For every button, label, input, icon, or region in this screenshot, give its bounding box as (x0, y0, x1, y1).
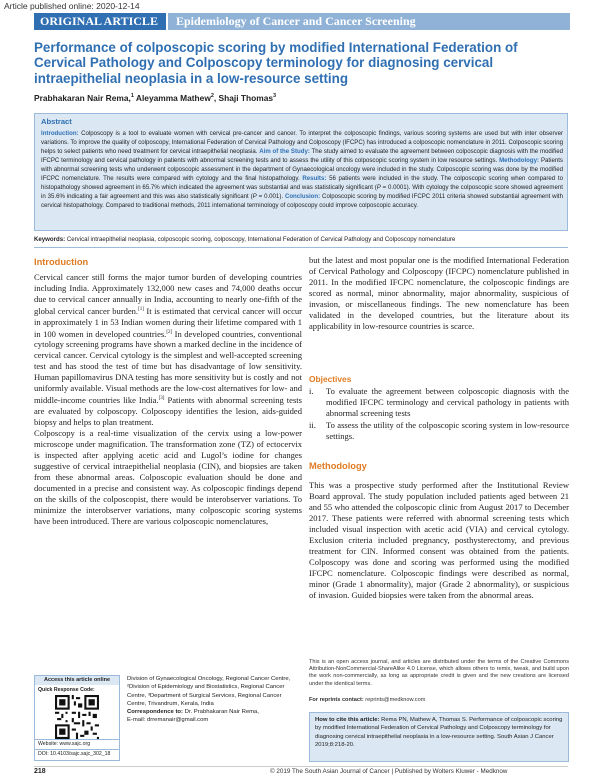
ref-2[interactable]: [2] (166, 329, 173, 335)
author-2-affil: 2 (210, 93, 214, 100)
how-to-cite-box (309, 712, 569, 762)
keywords-label: Keywords: (34, 236, 66, 243)
reprints-line (309, 697, 425, 703)
published-date: Article published online: 2020-12-14 (4, 1, 140, 11)
objective-item-1 (309, 386, 569, 420)
left-column (34, 272, 302, 526)
abstract-heading: Abstract (41, 117, 72, 126)
objective-2-number: ii. (309, 420, 316, 430)
abstract-aim-text: The study aimed to evaluate the agreement between colposcopic diagnosis with the modified IFCPC terminology and cervical pathology in patients with abnormal screening tests and to assess the utility of this colposcopic scoring system in low resource settings. (41, 148, 563, 165)
keywords (34, 236, 568, 248)
abstract-methodology-label: Methodology: (499, 157, 540, 165)
right-column-intro (309, 255, 569, 332)
author-2: Aleyamma Mathew (135, 93, 211, 103)
author-1: Prabhakaran Nair Rema, (34, 93, 131, 103)
website-link[interactable]: Website: www.sajc.org (38, 741, 91, 747)
article-title: Performance of colposcopic scoring by modified International Federation of Cervical Pathology and Colposcopy terminology for diagnosing cervical intraepithelial neoplasia in a low-resource setting (34, 40, 518, 86)
intro-paragraph-3: but the latest and most popular one is the modified International Federation of Cervical Pathology and Colposcopy (IFCPC) nomenclature published in 2011. In the modified IFCPC nomenclature, the colposcopic findings are scored as normal, minor abnormality, major abnormality, suspicious of invasion, or miscellaneous findings. The new nomenclature has been validated in the developed countries, but the literature about its applicability in low-resource countries is scarce. (309, 255, 569, 331)
article-type-label: ORIGINAL ARTICLE (34, 13, 166, 30)
author-list (34, 93, 276, 103)
access-online-box (34, 675, 120, 761)
intro-p1-part-b: It is estimated that cervical cancer will occur in approximately 1 in 53 Indian women during their lifetime compared with 1 in 100 women in developed countries. (34, 305, 302, 339)
abstract-results-text-1: 56 patients were included in the study. The colposcopic scoring when compared to histopathology showed agreement in 65.7% which indicated the agreement was substantial and was statistically significant ( (41, 175, 563, 192)
abstract-results-text-2: = 0.0001). With cytology the colposcopic score showed agreement in 35.6% indicating a fair agreement and this was also statistically significant ( (41, 184, 563, 201)
abstract-conclusion-label: Conclusion: (284, 193, 321, 201)
keywords-text: Cervical intraepithelial neoplasia, colposcopic scoring, colposcopy, International Federation of Cervical Pathology and Colposcopy nomenclature (66, 236, 456, 243)
correspondence-label: Correspondence to: (127, 709, 183, 716)
abstract-p-value-2: P (252, 193, 257, 201)
correspondence-name: Dr. Prabhakaran Nair Rema, (184, 709, 259, 716)
abstract-aim-label: Aim of the Study: (259, 148, 310, 156)
methodology-heading: Methodology (309, 461, 367, 471)
abstract-conclusion-text: Colposcopic scoring by modified IFCPC 2011 criteria showed substantial agreement with cervical histopathology. Compared to traditional methods, 2011 international terminology of colposcopy could improve colposcopic accuracy. (41, 193, 563, 210)
introduction-heading: Introduction (34, 257, 89, 267)
cite-label: How to cite this article: (315, 717, 380, 723)
objective-1-number: i. (309, 386, 314, 396)
qr-code-icon[interactable] (55, 695, 99, 739)
footer-divider (34, 766, 568, 767)
intro-p1-part-d: Patients with abnormal screening tests are evaluated by colposcopy. Colposcopy identifies the lesion, aids-guided biopsy and helps to plan treatment. (34, 395, 302, 427)
citation (315, 716, 565, 750)
section-label: Epidemiology of Cancer and Cancer Screening (168, 13, 570, 30)
ref-1[interactable]: [1] (138, 306, 144, 312)
intro-p1-part-a: Cervical cancer still forms the major tumor burden of developing countries including India. Approximately 132,000 new cases and 74,000 deaths occur due to cervical cancer annually in India, accounting to nearly one-fifth of the global cervical cancer burden. (34, 272, 302, 316)
abstract-text (41, 129, 563, 210)
abstract-box (34, 113, 568, 231)
reprints-label: For reprints contact: (309, 697, 364, 703)
intro-paragraph-1 (34, 272, 302, 428)
author-3-affil: 3 (273, 93, 277, 100)
intro-paragraph-2: Colposcopy is a real-time visualization of the cervix using a low-power microscope under magnification. The transformation zone (TZ) of ectocervix is inspected after applying acetic acid and Lugol’s iodine for changes suggestive of cervical intraepithelial neoplasia (CIN), and biopsies are taken from these abnormal areas. Colposcopic evaluation should be done and documented in a precise and consistent way. As colposcopic findings depend on the skills of the colposcopist, there would be interobserver variations. To minimize the interobserver variations, many colposcopic scoring systems have been introduced. There are various colposcopic nomenclatures, (34, 427, 302, 526)
right-column-methodology (309, 480, 569, 600)
methodology-paragraph: This was a prospective study performed after the Institutional Review Board approval. The study population included patients aged between 21 and 55 who attended the colposcopic clinic from August 2017 to December 2017. These patients were referred with abnormal screening tests which included visual inspection with acetic acid (VIA) and cervical cytology. Exclusion criteria included pregnancy, posthysterectomy, and previous treatment for CIN. Informed consent was obtained from the patients. Colposcopy was done and scoring was performed using the modified IFCPC nomenclature. Colposcopic findings were described as normal, minor (Grade 1 abnormality), major (Grade 2 abnormality), or suspicious of invasion. Guided biopsies were taken from the abnormal areas. (309, 480, 569, 600)
affiliations-text: Division of Gynaecological Oncology, Regional Cancer Centre, ²Division of Epidemiology and Biostatistics, Regional Cancer Centre, ³Department of Surgical Services, Regional Cancer Centre, Trivandrum, Kerala, India (127, 676, 291, 707)
abstract-intro-label: Introduction: (41, 130, 79, 137)
article-banner (34, 13, 570, 30)
abstract-intro-text: Colposcopy is a tool to evaluate women with cervical pre-cancer and cancer. To interpret the colposcopic findings, various scoring systems are used but with inter observer variations. To improve the quality of colposcopy, International Federation of Cervical Pathology and Colposcopy (IFCPC) has introduced a colposcopic nomenclature in 2011. Colposcopic scoring helps to select patients who need treatment for cervical intraepithelial neoplasia. (41, 130, 563, 156)
access-separator-1 (35, 739, 119, 740)
abstract-methodology-text: Patients with abnormal screening tests who underwent colposcopic assessment in the department of Gynaecological oncology were included in the study. Colposcopic scoring was done by the modified IFCPC nomenclature. The results were compared with cytology and the final histopathology. (41, 157, 563, 183)
copyright-notice: © 2019 The South Asian Journal of Cancer | Published by Wolters Kluwer - Medknow (270, 768, 508, 775)
license-text: This is an open access journal, and articles are distributed under the terms of the Creative Commons Attribution-NonCommercial-ShareAlike 4.0 License, which allows others to remix, tweak, and build upon the work non-commercially, as long as appropriate credit is given and the new creations are licensed under the identical terms. (309, 659, 569, 687)
ref-3[interactable]: [3] (158, 396, 165, 402)
objective-item-2 (309, 420, 569, 444)
author-3: , Shaji Thomas (213, 93, 274, 103)
abstract-p-value-1: P (376, 184, 381, 192)
access-heading: Access this article online (35, 676, 119, 685)
access-separator-2 (35, 749, 119, 750)
objective-1-text: To evaluate the agreement between colposcopic diagnosis with the modified IFCPC terminology and cervical pathology in patients with abnormal screening tests (326, 386, 569, 418)
abstract-results-label: Results: (302, 175, 327, 183)
affiliations (127, 675, 302, 725)
reprints-email[interactable]: reprints@medknow.com (365, 697, 426, 703)
author-1-affil: 1 (130, 93, 134, 100)
objective-2-text: To assess the utility of the colposcopic scoring system in low-resource settings. (326, 420, 569, 441)
correspondence-email[interactable]: E-mail: drremanair@gmail.com (127, 717, 209, 724)
cite-text: Rema PN, Mathew A, Thomas S. Performance of colposcopic scoring by modified International Federation of Cervical Pathology and Colposcopy terminology for diagnosing cervical intraepithelial neoplasia in a low-resource setting. South Asian J Cancer 2019;8:218-20. (315, 717, 563, 749)
doi-link[interactable]: DOI: 10.4103/sajc.sajc_302_18 (38, 751, 111, 757)
abstract-results-text-3: = 0.001). (256, 193, 284, 201)
objectives-heading: Objectives (309, 374, 352, 384)
intro-p1-part-c: In developed countries, conventional cytology screening programs have shown a marked decline in the incidence of cervical cancer. Cervical cytology is the simplest and well-accepted screening test and has stood the test of time but has disadvantage of low sensitivity. Human papillomavirus DNA testing has more sensitivity but is costly and not uniformly available. Visual methods are the low-cost alternatives for low- and middle-income countries like India. (34, 328, 302, 406)
qr-label: Quick Response Code: (38, 687, 95, 693)
page-number: 218 (34, 768, 46, 775)
